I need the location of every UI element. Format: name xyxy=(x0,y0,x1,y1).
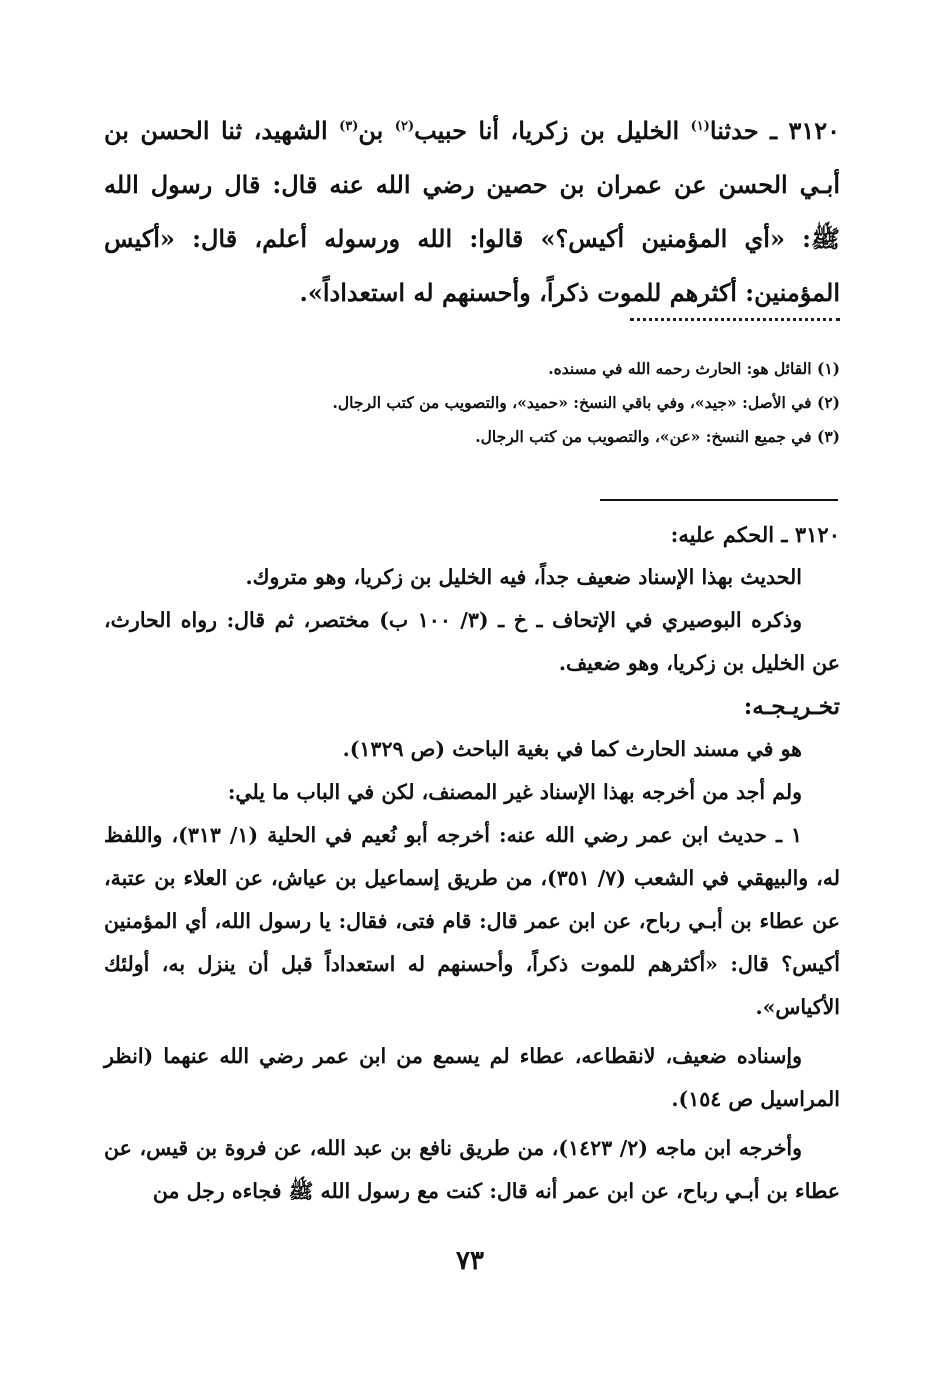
ruling-heading: ٣١٢٠ ـ الحكم عليه: xyxy=(670,522,840,547)
takhrij-paragraph-2: ولم أجد من أخرجه بهذا الإسناد غير المصنف، لكن في الباب ما يلي: xyxy=(227,780,802,804)
commentary xyxy=(104,513,840,1213)
takhrij-paragraph-3: ١ ـ حديث ابن عمر رضي الله عنه: أخرجه أبو نُعيم في الحلية (١/ ٣١٣)، واللفظ له، والبيهقي في الشعب (٧/ ٣٥١)، من طريق إسماعيل بن عياش، عن العلاء بن عتبة، عن عطاء بن أبـي رباح، عن ابن عمر قال: قام فتى، فقال: يا رسول الله، أي المؤمنين أكيس؟ قال: «أكثرهم للموت ذكراً، وأحسنهم له استعداداً قبل أن ينزل به، أولئك الأكياس». xyxy=(104,823,841,1019)
hadith-number: ٣١٢٠ ـ xyxy=(769,116,841,145)
footnote-ref-1: (١) xyxy=(690,119,710,134)
busiri-paragraph: وذكره البوصيري في الإتحاف ـ خ ـ (٣/ ١٠٠ ب) مختصر، ثم قال: رواه الحارث، عن الخليل بن زكريا، وهو ضعيف. xyxy=(104,608,840,675)
footnote-separator xyxy=(630,318,840,325)
takhrij-heading: تخـريـجـه: xyxy=(743,693,840,720)
footnote-1: (١) القائل هو: الحارث رحمه الله في مسنده. xyxy=(548,359,840,378)
takhrij-paragraph-1: هو في مسند الحارث كما في بغية الباحث (ص ١٣٢٩). xyxy=(342,737,802,761)
footnote-3: (٣) في جميع النسخ: «عن»، والتصويب من كتب الرجال. xyxy=(475,427,840,446)
hadith-text xyxy=(104,104,840,320)
footnotes xyxy=(104,352,840,454)
takhrij-paragraph-5: وأخرجه ابن ماجه (٢/ ١٤٢٣)، من طريق نافع بن عبد الله، عن فروة بن قيس، عن عطاء بن أبـي رباح، عن ابن عمر أنه قال: كنت مع رسول الله ﷺ فجاءه رجل من xyxy=(104,1136,840,1203)
ruling-paragraph: الحديث بهذا الإسناد ضعيف جداً، فيه الخليل بن زكريا، وهو متروك. xyxy=(245,565,802,589)
footnote-2: (٢) في الأصل: «جيد»، وفي باقي النسخ: «حميد»، والتصويب من كتب الرجال. xyxy=(332,393,840,412)
footnote-ref-2: (٢) xyxy=(394,119,415,134)
section-divider xyxy=(600,499,838,501)
takhrij-paragraph-4: وإسناده ضعيف، لانقطاعه، عطاء لم يسمع من ابن عمر رضي الله عنهما (انظر المراسيل ص ١٥٤). xyxy=(104,1044,840,1111)
hadith-paragraph: ٣١٢٠ ـ حدثنا$^{(١)}$ الخليل بن زكريا، أنا حبيب$^{(٢)}$ بن$^{(٣)}$ الشهيد، ثنا الحسن بن أبـي الحسن عن عمران بن حصين رضي الله عنه قال: قال رسول الله ﷺ: «أي المؤمنين أكيس؟» قالوا: الله ورسوله أعلم، قال: «أكيس المؤمنين: أكثرهم للموت ذكراً، وأحسنهم له استعداداً». xyxy=(104,116,841,307)
footnote-ref-3: (٣) xyxy=(339,119,359,134)
page-number: ٧٣ xyxy=(456,1246,484,1276)
